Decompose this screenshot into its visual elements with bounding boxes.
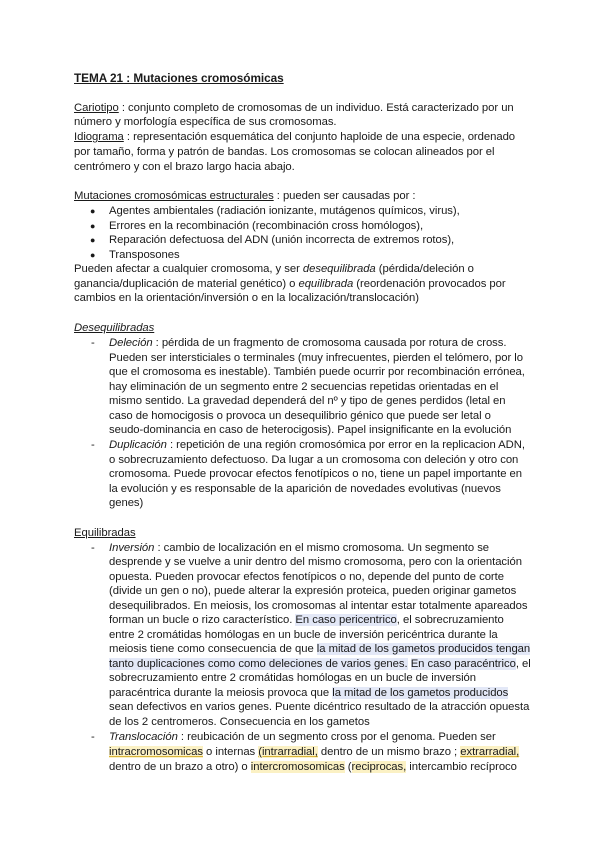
- inversion-term: Inversión: [109, 542, 155, 554]
- bullet-icon: ●: [90, 206, 96, 216]
- estructurales-para-line-2: ganancia/duplicación de material genético) o equilibrada (reordenación provocados por: [74, 278, 506, 290]
- desequilibradas-heading: Desequilibradas: [74, 322, 155, 334]
- inversion-line: (divide un gen o no), puede alterar la expresión proteica, pueden originar gametos: [109, 585, 517, 597]
- delecion-line: hay eliminación de un segmento entre 2 secuencias repetidas orientadas en el: [109, 381, 499, 393]
- cariotipo-line-2: número y morfología específica de sus cromosomas.: [74, 116, 337, 128]
- idiograma-term: Idiograma: [74, 131, 124, 143]
- equilibradas-heading: Equilibradas: [74, 527, 136, 539]
- cariotipo-term: Cariotipo: [74, 102, 119, 114]
- highlight: la mitad de los gametos producidos: [332, 687, 509, 699]
- list-item: Agentes ambientales (radiación ionizante, mutágenos químicos, virus),: [109, 205, 460, 217]
- inversion-line: paracéntrica durante la meiosis provoca que la mitad de los gametos producidos: [109, 687, 509, 699]
- delecion-line: seudo-dominancia en caso de heterocigosis). Papel insignificante en la evolución: [109, 424, 512, 436]
- highlight: intracromosomicas: [109, 746, 203, 758]
- highlight: tanto duplicaciones como como deleciones de varios genes.: [109, 658, 408, 670]
- inversion-line: sean defectivos en varios genes. Puente dicéntrico resultado de la atracción opuesta: [109, 701, 530, 713]
- duplicacion-term: Duplicación: [109, 439, 167, 451]
- estructurales-para-line-1: Pueden afectar a cualquier cromosoma, y ser desequilibrada (pérdida/deleción o: [74, 263, 474, 275]
- list-item: Errores en la recombinación (recombinación cross homólogos),: [109, 220, 424, 232]
- bullet-icon: ●: [90, 221, 96, 231]
- inversion-line: opuesta. Pueden provocar efectos fenotípicos o no, depende del punto de corte: [109, 571, 504, 583]
- highlight: intercromosomicas: [250, 761, 345, 773]
- duplicacion-line: o sobrecruzamiento defectuoso. Da lugar a un cromosoma con deleción y otro con: [109, 454, 519, 466]
- highlight: En caso paracéntrico: [410, 658, 516, 670]
- translocacion-line: intracromosomicas o internas (intrarradial, dentro de un mismo brazo ; extrarradial,: [109, 746, 520, 758]
- highlight: la mitad de los gametos producidos tengan: [316, 643, 531, 655]
- highlight: (intrarradial,: [258, 746, 318, 758]
- dash-marker: -: [91, 542, 95, 554]
- duplicacion-line: cromosoma. Puede provocar efectos fenotípicos o no, tiene un papel importante en: [109, 468, 522, 480]
- inversion-line: forman un bucle o rizo característico. En caso pericentrico, el sobrecruzamiento: [109, 614, 504, 626]
- duplicacion-line: genes): [109, 497, 144, 509]
- dash-marker: -: [91, 731, 95, 743]
- idiograma-line-2: por tamaño, forma y patrón de bandas. Los cromosomas se colocan alineados por el: [74, 146, 495, 158]
- idiograma-line-1: Idiograma : representación esquemática del conjunto haploide de una especie, ordenado: [74, 131, 516, 143]
- delecion-line: que el cromosoma es inestable). También puede ocurrir por recombinación errónea,: [109, 366, 525, 378]
- page-title: TEMA 21 : Mutaciones cromosómicas: [74, 71, 284, 85]
- bullet-icon: ●: [90, 235, 96, 245]
- duplicacion-line: la evolución y es responsable de la aparición de novedades evolutivas (nuevos: [109, 483, 501, 495]
- inversion-line: entre 2 cromátidas homólogas en un bucle de inversión pericéntrica durante la: [109, 629, 498, 641]
- bullet-icon: ●: [90, 250, 96, 260]
- idiograma-line-3: centrómero y con el brazo largo hacia abajo.: [74, 161, 295, 173]
- inversion-line-1: Inversión : cambio de localización en el mismo cromosoma. Un segmento se: [109, 542, 490, 554]
- list-item: Reparación defectuosa del ADN (unión incorrecta de extremos rotos),: [109, 234, 455, 246]
- highlight: En caso pericentrico: [295, 614, 397, 626]
- estructurales-heading: Mutaciones cromosómicas estructurales : pueden ser causadas por :: [74, 190, 416, 202]
- inversion-line: desprende y se vuelve a unir dentro del mismo cromosoma, pero con la orientación: [109, 556, 522, 568]
- translocacion-term: Translocación: [109, 731, 178, 743]
- list-item: Transposones: [109, 249, 180, 261]
- delecion-line: caso de homocigosis o provoca un desequilibrio génico que puede ser letal o: [109, 410, 491, 422]
- duplicacion-line-1: Duplicación : repetición de una región cromosómica por error en la replicacion ADN,: [109, 439, 525, 451]
- estructurales-para-line-3: cambios en la orientación/inversión o en la localización/translocación): [74, 292, 419, 304]
- highlight: reciprocas,: [351, 761, 407, 773]
- delecion-line: Pueden ser intersticiales o terminales (muy infrecuentes, pierden el telómero, por lo: [109, 352, 523, 364]
- translocacion-line-1: Translocación : reubicación de un segmento cross por el genoma. Pueden ser: [109, 731, 496, 743]
- dash-marker: -: [91, 439, 95, 451]
- inversion-line: tanto duplicaciones como como deleciones de varios genes. En caso paracéntrico, el: [109, 658, 531, 670]
- delecion-line-1: Deleción : pérdida de un fragmento de cromosoma causada por rotura de cross.: [109, 337, 507, 349]
- dash-marker: -: [91, 337, 95, 349]
- estructurales-term: Mutaciones cromosómicas estructurales: [74, 190, 274, 202]
- inversion-line: sobrecruzamiento entre 2 cromátidas homólogas en un bucle de inversión: [109, 672, 476, 684]
- inversion-line: meiosis tiene como consecuencia de que la mitad de los gametos producidos tengan: [109, 643, 531, 655]
- delecion-line: mismo sentido. La gravedad dependerá del nº y tipo de genes perdidos (letal en: [109, 395, 506, 407]
- delecion-term: Deleción: [109, 337, 153, 349]
- translocacion-line: dentro de un brazo a otro) o intercromosomicas (reciprocas, intercambio recíproco: [109, 761, 517, 773]
- inversion-line: desequilibrados. En meiosis, los cromosomas al intentar estar totalmente apareados: [109, 600, 528, 612]
- cariotipo-line-1: Cariotipo : conjunto completo de cromosomas de un individuo. Está caracterizado por un: [74, 102, 514, 114]
- inversion-line: de los 2 centromeros. Consecuencia en los gametos: [109, 716, 370, 728]
- highlight: extrarradial,: [460, 746, 520, 758]
